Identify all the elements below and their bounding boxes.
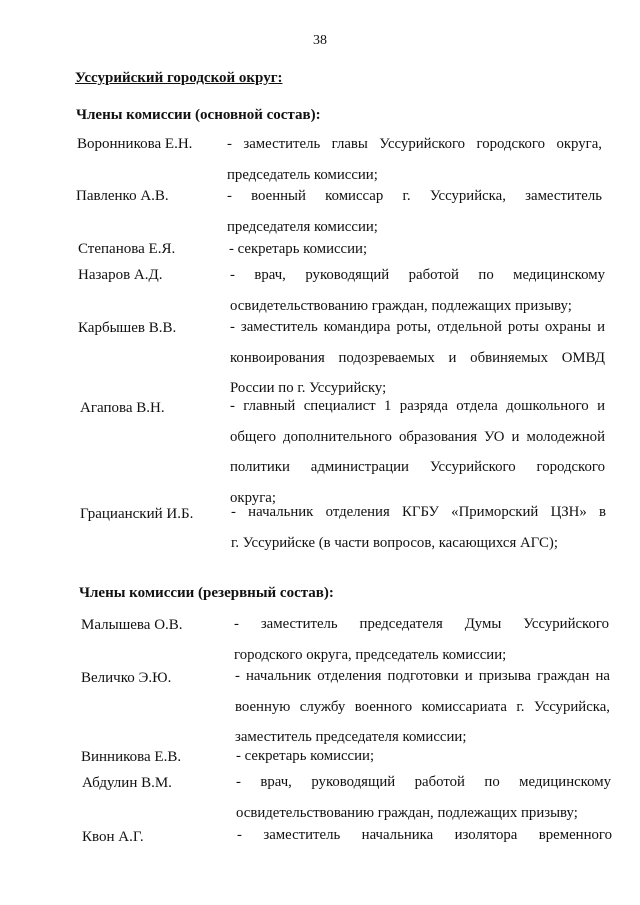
position-line: председатель комиссии;	[227, 166, 378, 183]
member-name: Квон А.Г.	[82, 829, 144, 845]
position-line: военную службу военного комиссариата г. Уссурийска,	[235, 698, 610, 715]
member-position	[230, 391, 605, 513]
member-name: Степанова Е.Я.	[78, 241, 176, 257]
position-line: конвоирования подозреваемых и обвиняемых ОМВД	[230, 349, 605, 366]
member-name: Винникова Е.В.	[81, 749, 182, 765]
member-position	[235, 661, 610, 753]
position-line: - врач, руководящий работой по медицинскому	[230, 267, 605, 283]
member-position	[227, 181, 602, 242]
position-line: - военный комиссар г. Уссурийска, заместитель	[227, 188, 602, 204]
member-name: Абдулин В.М.	[82, 775, 172, 791]
position-line: - заместитель главы Уссурийского городского округа,	[227, 136, 602, 152]
member-name: Грацианский И.Б.	[80, 506, 194, 522]
page-number: 38	[313, 33, 327, 48]
position-line: - секретарь комиссии;	[236, 748, 375, 764]
member-position	[237, 820, 612, 851]
position-line: общего дополнительного образования УО и молодежной	[230, 428, 605, 445]
position-line: городского округа, председатель комиссии;	[234, 646, 507, 663]
district-heading: Уссурийский городской округ:	[75, 70, 283, 86]
position-line: освидетельствованию граждан, подлежащих призыву;	[236, 804, 578, 821]
member-name: Назаров А.Д.	[78, 267, 163, 283]
position-line: политики администрации Уссурийского городского	[230, 459, 605, 475]
position-line: - заместитель командира роты, отдельной роты охраны и	[230, 319, 605, 335]
position-line: г. Уссурийске (в части вопросов, касающихся АГС);	[231, 534, 558, 551]
reserve-section-heading: Члены комиссии (резервный состав):	[79, 585, 334, 601]
member-name: Карбышев В.В.	[78, 320, 177, 336]
member-name: Воронникова Е.Н.	[77, 136, 193, 152]
position-line: России по г. Уссурийску;	[230, 380, 387, 396]
position-line: - заместитель начальника изолятора временного	[237, 827, 612, 843]
member-name: Павленко А.В.	[76, 188, 169, 204]
position-line: - секретарь комиссии;	[229, 241, 368, 257]
position-line: - начальник отделения подготовки и призыва граждан на	[235, 668, 610, 684]
member-name: Агапова В.Н.	[80, 400, 165, 416]
position-line: - главный специалист 1 разряда отдела дошкольного и	[230, 398, 605, 414]
position-line: округа;	[230, 489, 276, 506]
main-section-heading: Члены комиссии (основной состав):	[76, 107, 321, 123]
member-name: Величко Э.Ю.	[81, 670, 172, 686]
member-position	[231, 497, 606, 558]
position-line: - врач, руководящий работой по медицинскому	[236, 774, 611, 790]
position-line: - заместитель председателя Думы Уссурийского	[234, 616, 609, 632]
member-position	[230, 312, 605, 404]
member-position	[236, 767, 611, 828]
position-line: освидетельствованию граждан, подлежащих призыву;	[230, 297, 572, 314]
position-line: - начальник отделения КГБУ «Приморский ЦЗН» в	[231, 504, 606, 520]
position-line: заместитель председателя комиссии;	[235, 729, 467, 745]
member-name: Малышева О.В.	[81, 617, 183, 633]
position-line: председателя комиссии;	[227, 218, 378, 235]
